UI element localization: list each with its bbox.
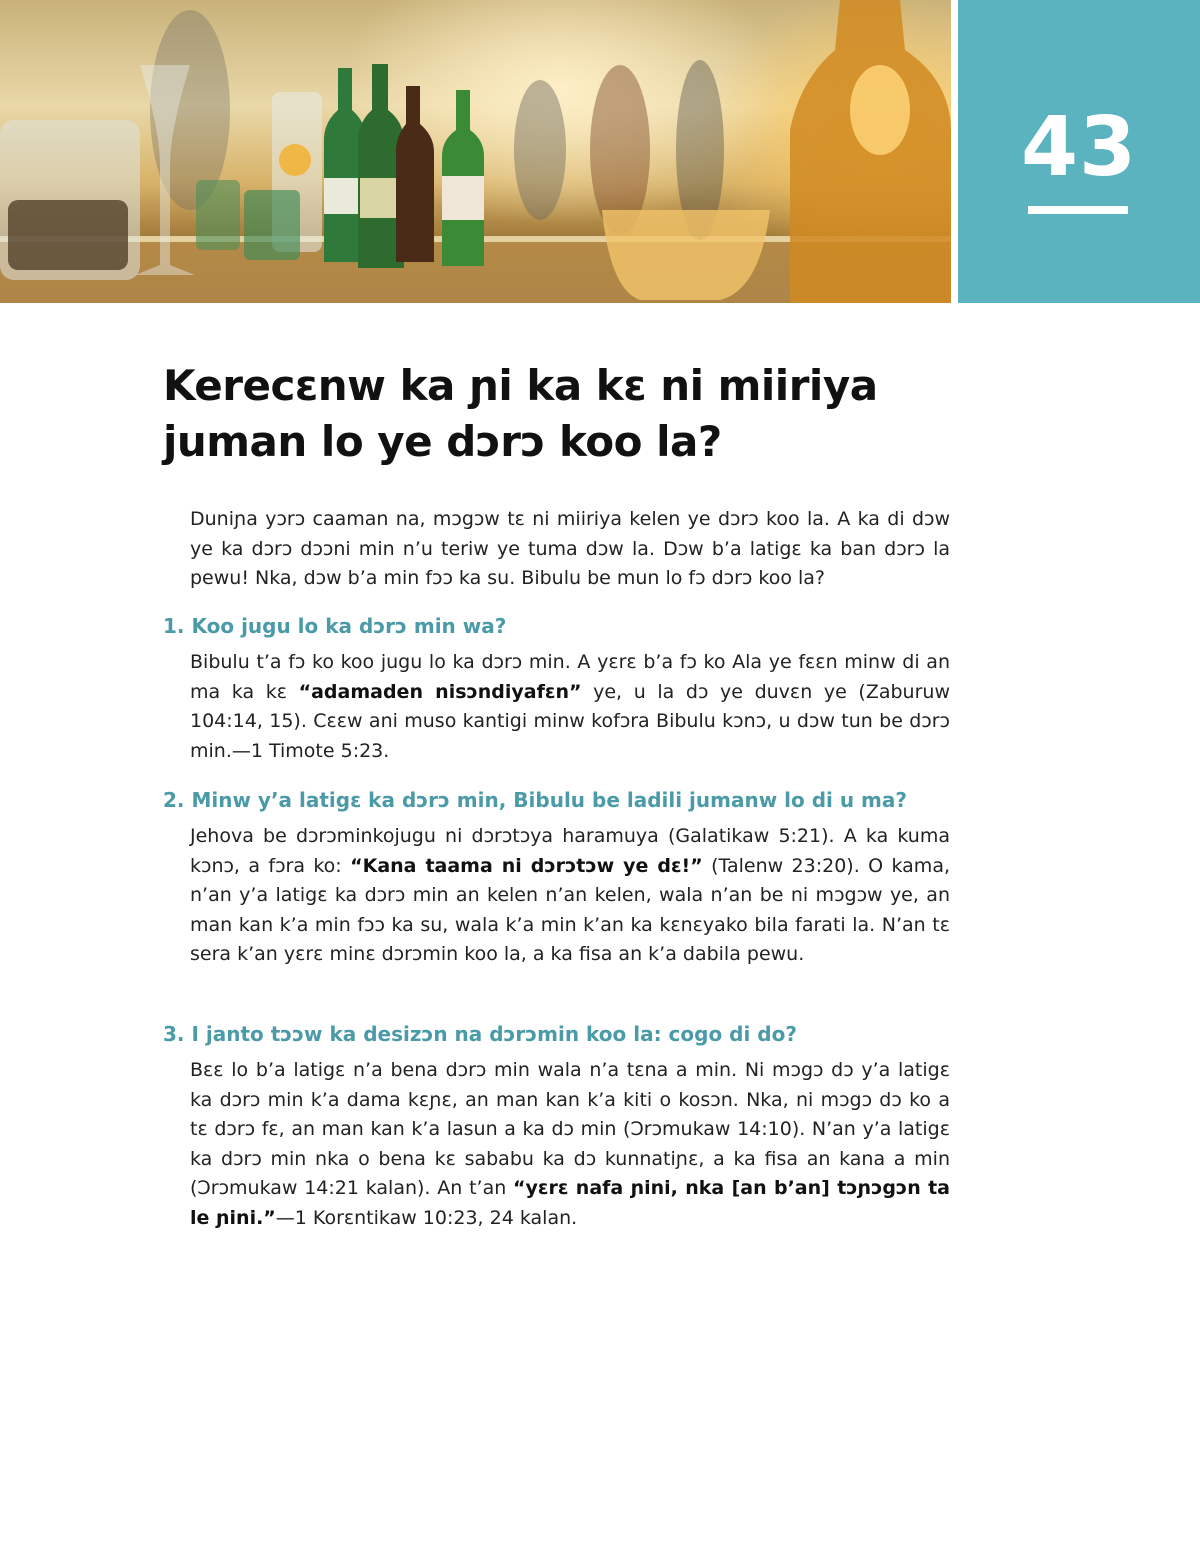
glasses-and-bottles-illustration — [0, 0, 951, 303]
answer-3-text: Bɛɛ lo b’a latigɛ n’a bena dɔrɔ min wala n’a tɛna a min. Ni mɔgɔ dɔ y’a latigɛ ka dɔrɔ min k’a dama kɛɲɛ, an man kan k’a kiti o kosɔn. Nka, ni mɔgɔ dɔ ko a tɛ dɔrɔ fɛ, an man kan k’a lasun a ka dɔ min (Ɔrɔmukaw 14:10). N’an y’a latigɛ ka dɔrɔ min nka o bena kɛ sababu ka dɔ kunnatiɲɛ, a ka fisa an kana a min (Ɔrɔmukaw 14:21 kalan). An t’an — [190, 1059, 950, 1199]
answer-3-text-end: —1 Korɛntikaw 10:23, 24 kalan. — [275, 1206, 578, 1229]
answer-1-text: Bibulu t’a fɔ ko koo jugu lo ka dɔrɔ min. A yɛrɛ b’a fɔ ko Ala ye fɛɛn minw di an ma ka kɛ — [190, 651, 950, 703]
answer-1-quote: “adamaden nisɔndiyafɛn” — [298, 680, 582, 703]
chapter-number-box — [958, 0, 1200, 303]
answer-2-text: Jehova be dɔrɔminkojugu ni dɔrɔtɔya haramuya (Galatikaw 5:21). A ka kuma kɔnɔ, a fɔra ko: — [190, 825, 950, 877]
answer-3 — [190, 1056, 950, 1233]
question-2: 2. Minw y’a latigɛ ka dɔrɔ min, Bibulu be ladili jumanw lo di u ma? — [163, 788, 907, 812]
question-3: 3. I janto tɔɔw ka desizɔn na dɔrɔmin koo la: cogo di do? — [163, 1022, 797, 1046]
answer-2-quote: “Kana taama ni dɔrɔtɔw ye dɛ!” — [350, 854, 703, 877]
intro-paragraph: Duniɲa yɔrɔ caaman na, mɔgɔw tɛ ni miiriya kelen ye dɔrɔ koo la. A ka di dɔw ye ka dɔrɔ dɔɔni min n’u teriw ye tuma dɔw la. Dɔw b’a latigɛ ka ban dɔrɔ la pewu! Nka, dɔw b’a min fɔɔ ka su. Bibulu be mun lo fɔ dɔrɔ koo la? — [190, 508, 950, 589]
page-title: Kerecɛnw ka ɲi ka kɛ ni miiriya juman lo ye dɔrɔ koo la? — [163, 361, 878, 466]
header-photo — [0, 0, 951, 303]
answer-2 — [190, 822, 950, 970]
chapter-number-underline — [1028, 206, 1128, 214]
question-1: 1. Koo jugu lo ka dɔrɔ min wa? — [163, 614, 507, 638]
answer-3-quote: “yɛrɛ nafa ɲini, nka [an b’an] tɔɲɔgɔn ta le ɲini.” — [190, 1177, 950, 1229]
answer-2-text-end: (Talenw 23:20). O kama, n’an y’a latigɛ ka dɔrɔ min an kelen n’an kelen, wala n’an be ni mɔgɔw ye, an man kan k’a min fɔɔ ka su, wala k’a min k’an ka kɛnɛyako bila farati la. N’an tɛ sera k’an yɛrɛ minɛ dɔrɔmin koo la, a ka fisa an k’a dabila pewu. — [190, 854, 950, 965]
answer-1-text-end: ye, u la dɔ ye duvɛn ye (Zaburuw 104:14, 15). Cɛɛw ani muso kantigi minw kofɔra Bibulu kɔnɔ, u dɔw tun be dɔrɔ min.—1 Timote 5:23. — [190, 680, 950, 762]
chapter-number: 43 — [1020, 100, 1138, 195]
answer-1 — [190, 648, 950, 766]
